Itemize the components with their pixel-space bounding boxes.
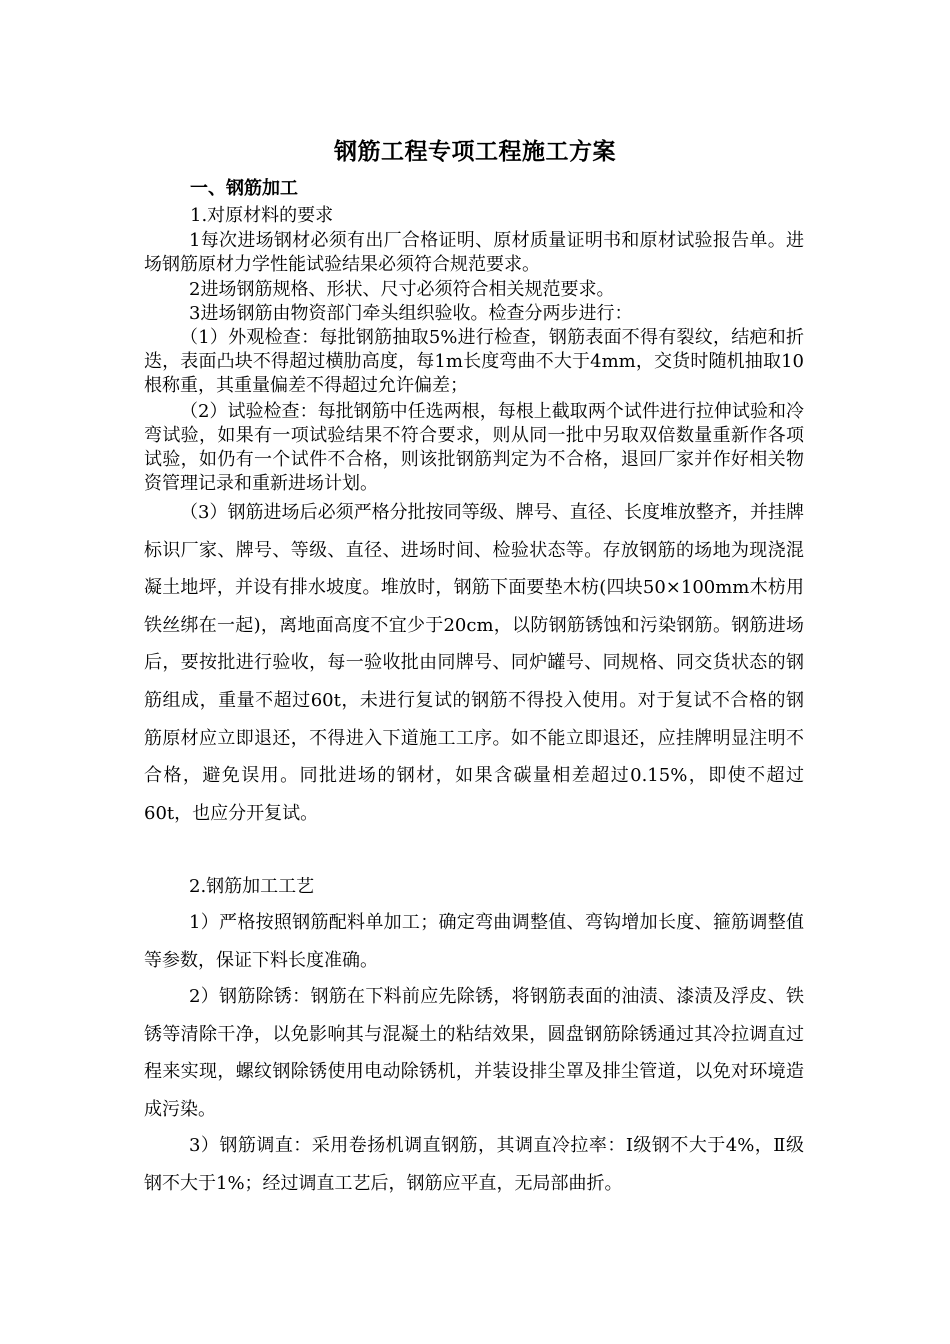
- paragraph: （1）外观检查：每批钢筋抽取5%进行检查，钢筋表面不得有裂纹，结疤和折迭，表面凸块不得超过横肋高度，每1m长度弯曲不大于4mm，交货时随机抽取10根称重，其重量偏差不得超过允许偏差；: [144, 327, 804, 396]
- paragraph: （2）试验检查：每批钢筋中任选两根，每根上截取两个试件进行拉伸试验和冷弯试验，如果有一项试验结果不符合要求，则从同一批中另取双倍数量重新作各项试验，如仍有一个试件不合格，则该批钢筋判定为不合格，退回厂家并作好相关物资管理记录和重新进场计划。: [144, 401, 804, 494]
- paragraph: 1）严格按照钢筋配料单加工；确定弯曲调整值、弯钩增加长度、箍筋调整值等参数，保证下料长度准确。: [144, 912, 804, 971]
- section-heading: 一、钢筋加工: [190, 178, 298, 199]
- paragraph: 3）钢筋调直：采用卷扬机调直钢筋，其调直冷拉率：Ⅰ级钢不大于4%，Ⅱ级钢不大于1%；经过调直工艺后，钢筋应平直，无局部曲折。: [144, 1135, 804, 1194]
- paragraph: 1每次进场钢材必须有出厂合格证明、原材质量证明书和原材试验报告单。进场钢筋原材力学性能试验结果必须符合规范要求。: [144, 230, 804, 275]
- paragraph: 2进场钢筋规格、形状、尺寸必须符合相关规范要求。: [189, 279, 615, 300]
- paragraph: （3）钢筋进场后必须严格分批按同等级、牌号、直径、长度堆放整齐，并挂牌标识厂家、牌号、等级、直径、进场时间、检验状态等。存放钢筋的场地为现浇混凝土地坪，并设有排水坡度。堆放时，钢筋下面要垫木枋(四块50×100mm木枋用铁丝绑在一起)，离地面高度不宜少于20cm，以防钢筋锈蚀和污染钢筋。钢筋进场后，要按批进行验收，每一验收批由同牌号、同炉罐号、同规格、同交货状态的钢筋组成，重量不超过60t，未进行复试的钢筋不得投入使用。对于复试不合格的钢筋原材应立即退还，不得进入下道施工工序。如不能立即退还，应挂牌明显注明不合格，避免误用。同批进场的钢材，如果含碳量相差超过0.15%，即使不超过60t，也应分开复试。: [144, 502, 804, 824]
- subsection-heading: 2.钢筋加工工艺: [189, 876, 315, 897]
- subsection-heading: 1.对原材料的要求: [190, 205, 334, 226]
- paragraph: 2）钢筋除锈：钢筋在下料前应先除锈，将钢筋表面的油渍、漆渍及浮皮、铁锈等清除干净，以免影响其与混凝土的粘结效果，圆盘钢筋除锈通过其冷拉调直过程来实现，螺纹钢除锈使用电动除锈机，并装设排尘罩及排尘管道，以免对环境造成污染。: [144, 986, 804, 1120]
- paragraph: 3进场钢筋由物资部门牵头组织验收。检查分两步进行：: [189, 303, 633, 324]
- document-title: 钢筋工程专项工程施工方案: [334, 138, 616, 165]
